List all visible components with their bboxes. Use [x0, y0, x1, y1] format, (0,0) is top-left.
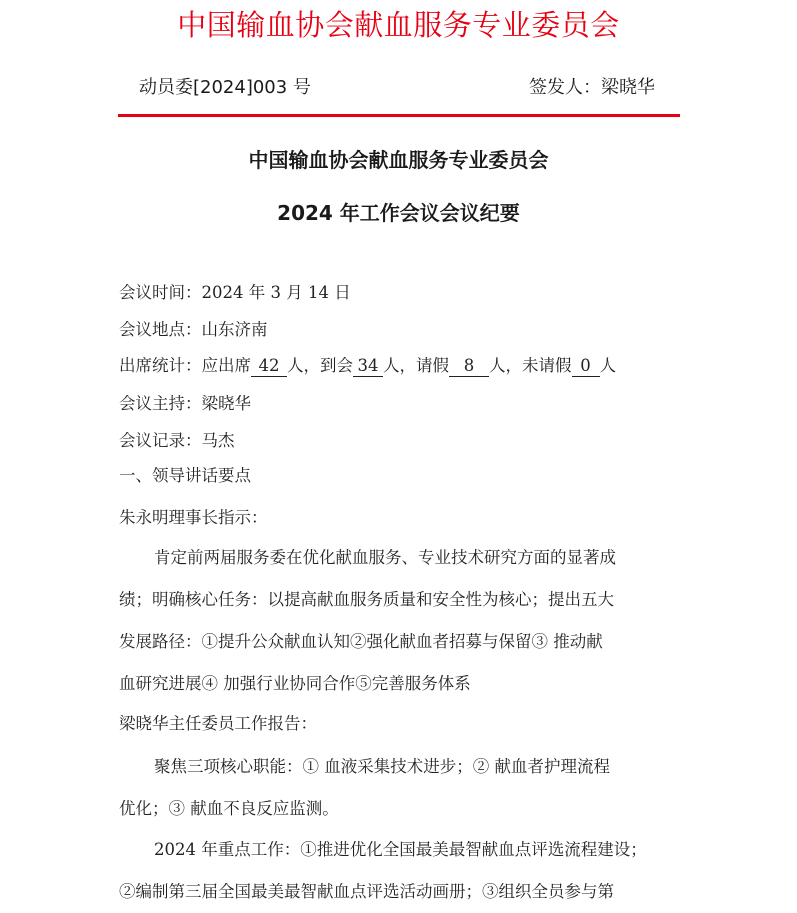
paragraph-line: ②编制第三届全国最美最智献血点评选活动画册；③组织全员参与第 — [119, 882, 614, 901]
leave-count: 8 — [449, 356, 489, 377]
meeting-time: 会议时间：2024 年 3 月 14 日 — [119, 283, 351, 302]
present-count: 34 — [353, 356, 383, 377]
paragraph-line: 血研究进展④ 加强行业协同合作⑤完善服务体系 — [119, 674, 471, 693]
expected-count: 42 — [251, 356, 287, 377]
section-heading: 一、领导讲话要点 — [119, 466, 251, 485]
work-plan-paragraph — [119, 829, 685, 913]
signer: 签发人：梁晓华 — [529, 77, 655, 98]
meeting-recorder: 会议记录：马杰 — [119, 431, 235, 450]
paragraph-line: 聚焦三项核心职能：① 血液采集技术进步；② 献血者护理流程 — [154, 757, 610, 776]
attendance-unit-3: 人，未请假 — [489, 356, 572, 375]
paragraph-line: 2024 年重点工作：①推进优化全国最美最智献血点评选流程建设； — [154, 840, 647, 859]
attendance-unit-2: 人，请假 — [383, 356, 449, 375]
attendance-unit-4: 人 — [599, 356, 616, 375]
red-divider — [118, 114, 680, 117]
doc-title-line-2: 2024 年工作会议会议纪要 — [277, 201, 520, 225]
speaker-2-paragraph — [119, 746, 685, 830]
paragraph-line: 优化；③ 献血不良反应监测。 — [119, 799, 339, 818]
attendance-stats — [119, 354, 684, 378]
org-header-title: 中国输血协会献血服务专业委员会 — [177, 8, 620, 42]
paragraph-line: 发展路径：①提升公众献血认知②强化献血者招募与保留③ 推动献 — [119, 632, 603, 651]
attendance-unit-1: 人，到会 — [287, 356, 353, 375]
paragraph-line: 肯定前两届服务委在优化献血服务、专业技术研究方面的显著成 — [154, 548, 616, 567]
document-number: 动员委[2024]003 号 — [139, 77, 311, 98]
absent-count: 0 — [572, 356, 600, 377]
attendance-label: 出席统计：应出席 — [119, 356, 251, 375]
paragraph-line: 绩；明确核心任务：以提高献血服务质量和安全性为核心；提出五大 — [119, 590, 614, 609]
doc-title-line-1: 中国输血协会献血服务专业委员会 — [248, 148, 549, 172]
meeting-host: 会议主持：梁晓华 — [119, 394, 251, 413]
speaker-2-heading: 梁晓华主任委员工作报告： — [119, 714, 317, 733]
meeting-location: 会议地点：山东济南 — [119, 320, 268, 339]
speaker-1-paragraph — [119, 537, 685, 705]
speaker-1-heading: 朱永明理事长指示： — [119, 508, 268, 527]
